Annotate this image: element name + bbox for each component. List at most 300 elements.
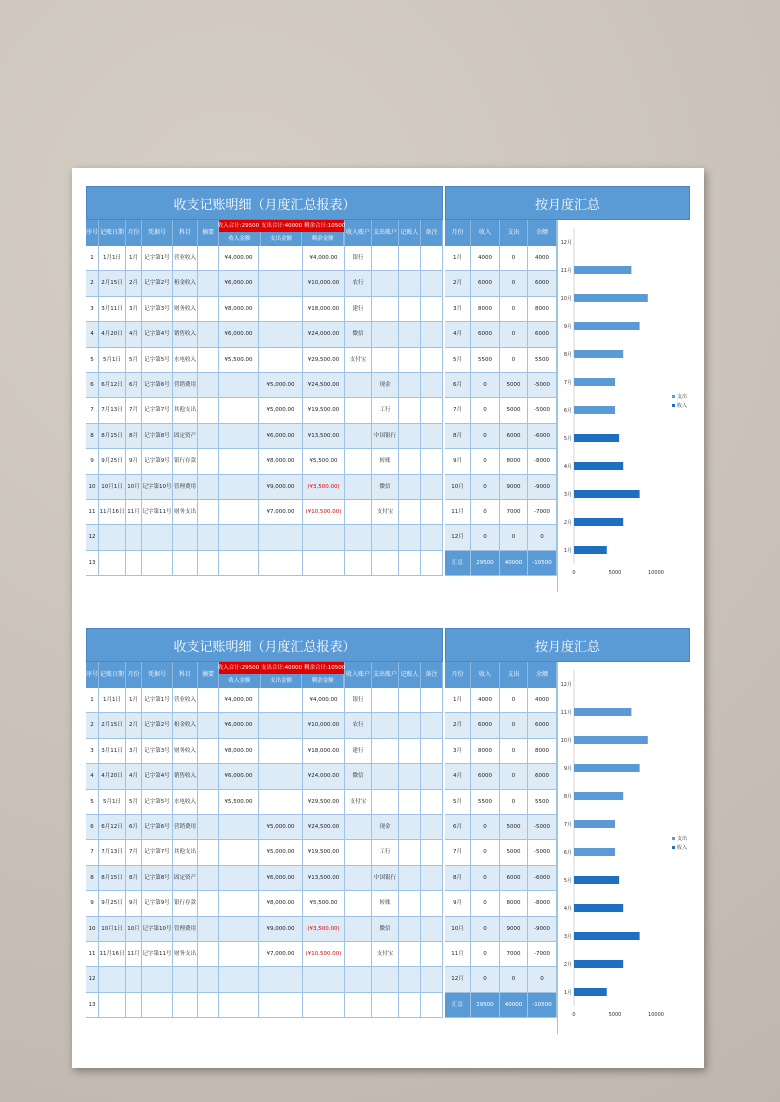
table-cell [99,993,126,1017]
summary-cell: 0 [500,688,528,712]
table-cell: 固定资产 [173,424,198,448]
table-row [86,688,443,713]
table-cell: ¥13,500.00 [303,424,345,448]
summary-cell: 5500 [471,348,500,372]
table-cell: 水电收入 [173,348,198,372]
table-cell: 工行 [372,398,399,422]
summary-cell: 6000 [500,424,528,448]
table-cell [421,551,443,575]
header-cell: 月份 [126,220,142,246]
table-cell: 5月 [126,790,142,814]
table-cell [142,993,173,1017]
table-cell: 11月16日 [99,500,126,524]
table-cell: 农行 [345,271,372,295]
summary-cell: 1月 [445,246,471,270]
table-cell [421,500,443,524]
summary-row [445,866,557,891]
category-label: 9月 [563,324,572,330]
expense-total: 支出合计:40000 [260,222,303,229]
table-cell [345,500,372,524]
summary-cell: 12月 [445,967,471,991]
table-cell: 记字第5号 [142,790,173,814]
table-cell: 财务支出 [173,942,198,966]
category-label: 1月 [563,990,572,996]
summary-cell: 0 [500,525,528,549]
table-cell: 1月1日 [99,246,126,270]
table-cell [219,917,259,941]
table-row [86,891,443,916]
table-cell: 记字第11号 [142,500,173,524]
table-cell: ¥5,500.00 [303,891,345,915]
table-cell: 银行存款 [173,449,198,473]
summary-cell: 11月 [445,500,471,524]
table-cell: 转账 [372,449,399,473]
table-cell [345,866,372,890]
summary-cell: -5000 [528,815,557,839]
summary-row [445,525,557,550]
table-cell: 7月13日 [99,398,126,422]
table-cell: ¥7,000.00 [259,500,303,524]
table-cell [198,271,219,295]
table-cell [345,815,372,839]
table-cell: 10月 [126,917,142,941]
table-cell: 7月13日 [99,840,126,864]
table-cell: ¥4,000.00 [303,688,345,712]
table-cell: 记字第7号 [142,840,173,864]
summary-cell: -5000 [528,398,557,422]
table-cell [421,297,443,321]
table-cell [142,967,173,991]
bar [574,350,623,358]
summary-row [445,500,557,525]
summary-cell: 0 [500,790,528,814]
header-cell: 剩余金额 [302,232,344,246]
table-cell: 微信 [372,917,399,941]
bar [574,518,623,526]
summary-cell: 0 [528,967,557,991]
table-cell [421,739,443,763]
summary-cell: 8000 [471,739,500,763]
header-cell: 收入账户 [345,662,372,688]
table-cell [399,815,421,839]
table-cell [173,525,198,549]
summary-row [445,297,557,322]
bar [574,876,619,884]
table-cell: ¥6,000.00 [219,713,259,737]
summary-total-row [445,551,557,576]
table-cell [219,475,259,499]
table-cell [173,993,198,1017]
table-cell [421,764,443,788]
table-cell: 1月1日 [99,688,126,712]
table-cell [421,713,443,737]
table-cell [345,449,372,473]
category-label: 6月 [563,850,572,856]
header-cell: 支出金额 [261,674,303,688]
paper-sheet [72,168,704,1068]
summary-row [445,322,557,347]
table-cell: 4月 [126,322,142,346]
summary-cell: 6000 [500,866,528,890]
table-cell: ¥6,000.00 [219,271,259,295]
table-cell: 租金收入 [173,271,198,295]
table-cell [259,764,303,788]
table-cell [219,942,259,966]
table-cell [99,551,126,575]
table-row [86,917,443,942]
header-cell: 科目 [173,662,198,688]
summary-header-cell: 月份 [445,220,471,246]
table-cell [198,525,219,549]
header-cell: 收入金额 [219,674,261,688]
summary-cell: 4000 [528,688,557,712]
table-cell: 2月 [126,271,142,295]
table-cell: ¥10,000.00 [303,271,345,295]
summary-cell: 4000 [471,688,500,712]
summary-header-cell: 支出 [500,220,528,246]
summary-cell: 5000 [500,840,528,864]
table-cell: 微信 [345,322,372,346]
table-cell [345,967,372,991]
table-cell [259,246,303,270]
table-cell: 6月 [126,373,142,397]
summary-row [445,688,557,713]
monthly-bar-chart [557,220,690,592]
table-cell: 记字第2号 [142,271,173,295]
summary-header-cell: 余额 [528,220,557,246]
table-cell: 11 [86,942,99,966]
summary-cell: 4月 [445,764,471,788]
category-label: 11月 [560,268,572,274]
table-cell: 8月15日 [99,866,126,890]
table-cell: 建行 [345,739,372,763]
table-cell: 4 [86,764,99,788]
header-cell: 凭据号 [142,220,173,246]
table-cell: 财务收入 [173,739,198,763]
summary-title: 按月度汇总 [445,628,690,662]
table-cell: ¥24,000.00 [303,322,345,346]
table-cell: ¥8,000.00 [219,739,259,763]
table-cell: ¥6,000.00 [259,866,303,890]
table-cell: 记字第6号 [142,373,173,397]
category-label: 4月 [563,464,572,470]
table-cell: 9月25日 [99,449,126,473]
summary-row [445,271,557,296]
table-cell: ¥13,500.00 [303,866,345,890]
summary-cell: 6000 [528,764,557,788]
bar [574,792,623,800]
table-row [86,942,443,967]
table-cell: 12 [86,967,99,991]
summary-cell: 6月 [445,373,471,397]
summary-total-cell: 29500 [471,993,500,1017]
summary-cell: 9000 [500,475,528,499]
summary-cell: 9月 [445,891,471,915]
table-cell: ¥5,000.00 [259,815,303,839]
table-cell: 2月15日 [99,271,126,295]
table-cell [421,942,443,966]
table-cell: 记字第3号 [142,739,173,763]
table-cell [345,993,372,1017]
legend-swatch [672,395,675,398]
bar [574,932,640,940]
table-cell [259,688,303,712]
table-cell: 记字第9号 [142,891,173,915]
table-cell [421,246,443,270]
table-cell [399,297,421,321]
table-cell [259,297,303,321]
table-cell: 10 [86,475,99,499]
table-cell: 11月16日 [99,942,126,966]
summary-total-cell: -10500 [528,551,557,575]
summary-cell: 0 [471,373,500,397]
table-cell [399,551,421,575]
summary-cell: 0 [471,475,500,499]
table-cell [421,398,443,422]
summary-cell: 9000 [500,917,528,941]
table-row [86,373,443,398]
category-label: 11月 [560,710,572,716]
table-cell [421,993,443,1017]
summary-header-cell: 月份 [445,662,471,688]
summary-cell: 7月 [445,398,471,422]
tick-label: 5000 [608,570,622,576]
table-cell [399,688,421,712]
legend-swatch [672,837,675,840]
summary-cell: 6000 [471,322,500,346]
table-cell [142,551,173,575]
summary-cell: 8月 [445,424,471,448]
table-cell: 10月1日 [99,917,126,941]
summary-cell: 0 [500,271,528,295]
table-cell: 记字第4号 [142,322,173,346]
table-cell [399,449,421,473]
table-cell: 9月 [126,891,142,915]
table-cell [259,322,303,346]
table-cell [399,713,421,737]
table-cell: 销售收入 [173,322,198,346]
header-cell: 月份 [126,662,142,688]
table-cell [399,891,421,915]
table-cell: 营销费用 [173,373,198,397]
table-cell [399,500,421,524]
table-cell [198,739,219,763]
summary-cell: -5000 [528,840,557,864]
summary-cell: 0 [471,942,500,966]
tick-label: 10000 [648,1012,664,1018]
summary-row [445,424,557,449]
summary-header-cell: 余额 [528,662,557,688]
summary-cell: 5月 [445,790,471,814]
summary-row [445,764,557,789]
summary-cell: 8000 [500,449,528,473]
table-cell: 4月 [126,764,142,788]
table-cell: ¥8,000.00 [259,449,303,473]
table-cell: ¥4,000.00 [219,246,259,270]
table-cell: 支付宝 [372,942,399,966]
table-cell [421,688,443,712]
table-cell [126,993,142,1017]
table-cell: 3 [86,739,99,763]
table-row [86,713,443,738]
summary-cell: 2月 [445,271,471,295]
table-cell [372,246,399,270]
summary-cell: 0 [471,866,500,890]
table-cell: 8月15日 [99,424,126,448]
category-label: 8月 [563,352,572,358]
header-cell: 序号 [86,220,99,246]
table-cell: 5月1日 [99,348,126,372]
table-row [86,866,443,891]
summary-cell: 2月 [445,713,471,737]
table-cell: 记字第8号 [142,866,173,890]
balance-total: 剩余合计:10500 [303,664,346,671]
bar [574,378,615,386]
table-cell: 1月 [126,246,142,270]
summary-cell: -6000 [528,424,557,448]
table-cell: 3月11日 [99,297,126,321]
summary-cell: 6月 [445,815,471,839]
summary-row [445,891,557,916]
summary-cell: -7000 [528,500,557,524]
table-cell [372,551,399,575]
summary-header [445,220,557,246]
summary-cell: 3月 [445,297,471,321]
category-label: 1月 [563,548,572,554]
bar [574,490,640,498]
table-cell: 转账 [372,891,399,915]
table-cell: 银行 [345,246,372,270]
table-cell [126,551,142,575]
table-cell [345,373,372,397]
table-cell: ¥8,000.00 [219,297,259,321]
summary-row [445,917,557,942]
table-cell [259,739,303,763]
table-cell: 13 [86,551,99,575]
table-cell [421,891,443,915]
table-cell [219,840,259,864]
table-cell [345,475,372,499]
table-cell [198,297,219,321]
summary-cell: 5000 [500,815,528,839]
summary-cell: 0 [471,815,500,839]
ledger-header [86,662,443,688]
table-cell [421,525,443,549]
table-cell: (¥3,500.00) [303,475,345,499]
table-cell: 6月12日 [99,815,126,839]
header-cell: 记账人 [399,220,421,246]
table-cell [303,967,345,991]
table-cell: ¥5,500.00 [303,449,345,473]
table-cell: 1月 [126,688,142,712]
table-cell: 现金 [372,373,399,397]
table-cell: ¥24,000.00 [303,764,345,788]
table-cell: 销售收入 [173,764,198,788]
table-cell [399,967,421,991]
summary-row [445,246,557,271]
table-cell [372,297,399,321]
bar [574,904,623,912]
summary-row [445,967,557,992]
table-cell [372,713,399,737]
summary-cell: 0 [471,967,500,991]
table-cell: 9 [86,449,99,473]
summary-cell: 0 [471,398,500,422]
category-label: 10月 [560,296,572,302]
table-cell [259,967,303,991]
table-cell: 13 [86,993,99,1017]
summary-cell: 5500 [471,790,500,814]
summary-header-cell: 支出 [500,662,528,688]
table-cell: ¥5,000.00 [259,398,303,422]
summary-cell: 7000 [500,500,528,524]
table-cell [219,424,259,448]
table-cell [219,866,259,890]
totals-bar [219,662,344,674]
table-cell: 3 [86,297,99,321]
table-cell [198,322,219,346]
table-cell [345,942,372,966]
table-cell [259,993,303,1017]
bar [574,708,631,716]
table-cell [399,942,421,966]
summary-cell: 12月 [445,525,471,549]
summary-cell: 10月 [445,475,471,499]
summary-cell: 7月 [445,840,471,864]
table-cell [372,739,399,763]
table-cell [219,449,259,473]
table-row [86,967,443,992]
header-cell: 记账日期 [99,220,126,246]
table-cell [173,551,198,575]
table-cell: 1 [86,246,99,270]
table-cell [399,322,421,346]
summary-cell: 6000 [528,322,557,346]
table-cell: ¥5,000.00 [259,840,303,864]
table-cell: ¥6,000.00 [219,764,259,788]
table-cell: 记字第5号 [142,348,173,372]
table-cell [372,525,399,549]
bar [574,294,648,302]
monthly-summary [445,628,690,1034]
table-cell [372,790,399,814]
summary-total-cell: 汇总 [445,551,471,575]
table-cell [399,348,421,372]
table-cell: 4月20日 [99,764,126,788]
summary-cell: 0 [500,322,528,346]
table-cell [421,373,443,397]
summary-row [445,942,557,967]
table-cell [198,764,219,788]
summary-total-row [445,993,557,1018]
table-cell [372,348,399,372]
table-cell: 微信 [372,475,399,499]
summary-row [445,373,557,398]
table-cell: 银行存款 [173,891,198,915]
category-label: 12月 [560,682,572,688]
table-cell [198,475,219,499]
summary-cell: 8000 [528,297,557,321]
table-cell: ¥18,000.00 [303,297,345,321]
table-cell: 5 [86,790,99,814]
table-row [86,993,443,1018]
summary-cell: 0 [500,246,528,270]
summary-total-cell: 40000 [500,993,528,1017]
table-cell: 中国银行 [372,866,399,890]
monthly-summary [445,186,690,592]
tick-label: 10000 [648,570,664,576]
table-cell [372,688,399,712]
